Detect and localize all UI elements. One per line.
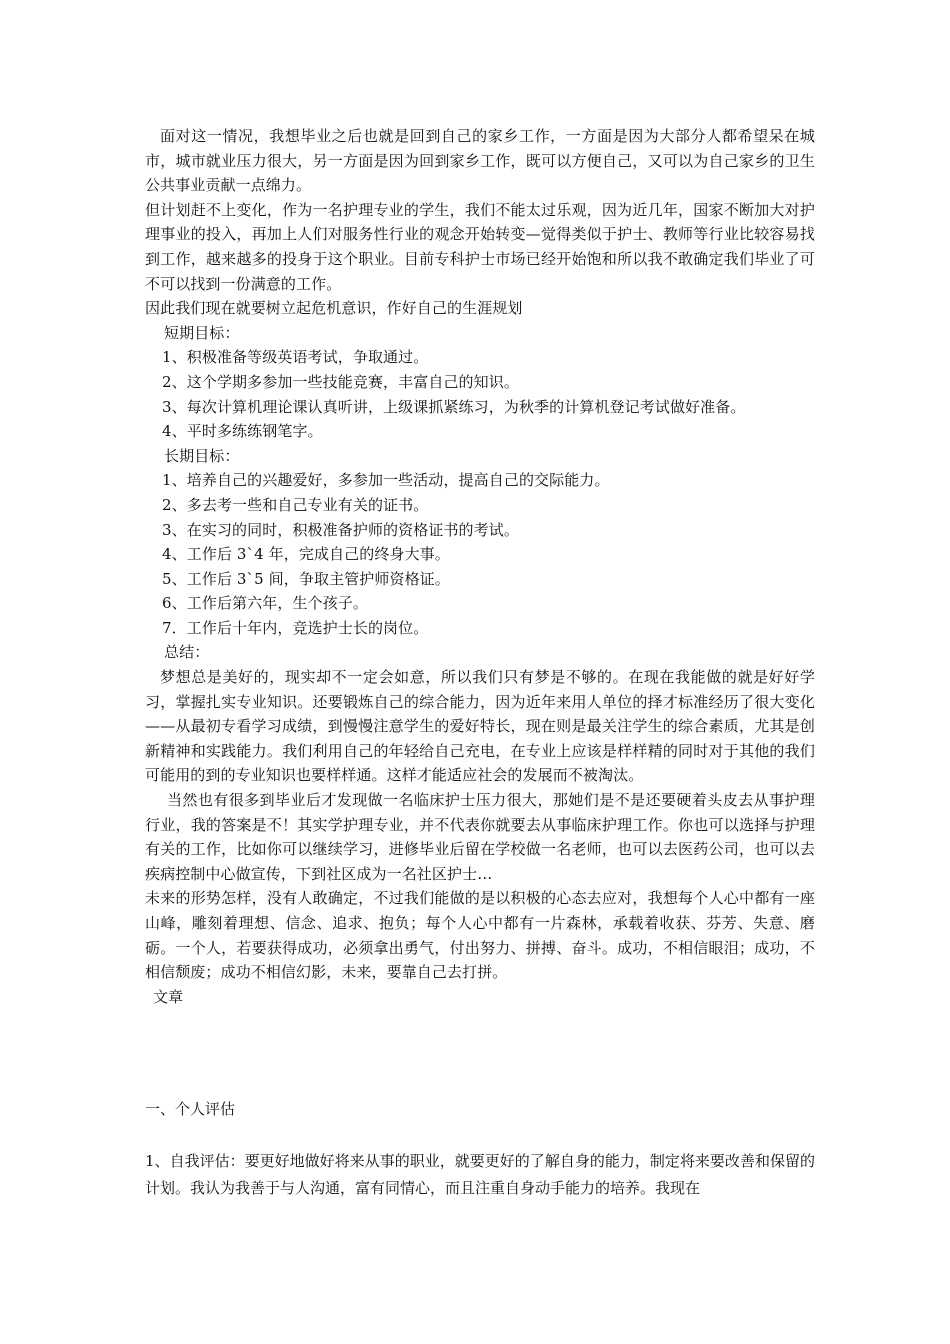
paragraph-change: 但计划赶不上变化，作为一名护理专业的学生，我们不能太过乐观，因为近几年，国家不断加大对护理事业的投入，再加上人们对服务性行业的观念开始转变—觉得类似于护士、教师等行业比较容易找到工作，越来越多的投身于这个职业。目前专科护士市场已经开始饱和所以我不敢确定我们毕业了可不可以找到一份满意的工作。 — [145, 200, 815, 293]
long-term-heading: 长期目标： — [164, 446, 240, 465]
document-content — [145, 124, 815, 1009]
long-term-item: 7．工作后十年内，竞选护士长的岗位。 — [162, 618, 429, 637]
summary-paragraph-clinical: 当然也有很多到毕业后才发现做一名临床护士压力很大，那她们是不是还要硬着头皮去从事护理行业，我的答案是不！其实学护理专业，并不代表你就要去从事临床护理工作。你也可以选择与护理有关的工作，比如你可以继续学习，进修毕业后留在学校做一名老师，也可以去医药公司，也可以去疾病控制中心做宣传，下到社区成为一名社区护士… — [145, 791, 815, 883]
summary-paragraph-future: 未来的形势怎样，没有人敢确定，不过我们能做的是以积极的心态去应对，我想每个人心中都有一座山峰，雕刻着理想、信念、追求、抱负；每个人心中都有一片森林，承载着收获、芬芳、失意、磨砺。一个人，若要获得成功，必须拿出勇气，付出努力、拼搏、奋斗。成功，不相信眼泪；成功，不相信颓废；成功不相信幻影，未来，要靠自己去打拼。 — [145, 889, 815, 982]
paragraph-intro: 面对这一情况，我想毕业之后也就是回到自己的家乡工作，一方面是因为大部分人都希望呆在城市，城市就业压力很大，另一方面是因为回到家乡工作，既可以方便自己，又可以为自己家乡的卫生公共事业贡献一点绵力。 — [145, 127, 815, 195]
long-term-item: 5、工作后 3`5 间，争取主管护师资格证。 — [162, 569, 450, 588]
summary-heading: 总结： — [164, 643, 210, 662]
long-term-item: 1、培养自己的兴趣爱好，多参加一些活动，提高自己的交际能力。 — [162, 471, 610, 490]
short-term-item: 1、积极准备等级英语考试，争取通过。 — [162, 348, 429, 367]
long-term-item: 4、工作后 3`4 年，完成自己的终身大事。 — [162, 545, 450, 564]
long-term-item: 3、在实习的同时，积极准备护师的资格证书的考试。 — [162, 520, 519, 539]
section-body-self-assessment: 1、自我评估：要更好地做好将来从事的职业，就要更好的了解自身的能力，制定将来要改善和保留的计划。我认为我善于与人沟通，富有同情心，而且注重自身动手能力的培养。我现在 — [145, 1152, 815, 1197]
paragraph-awareness: 因此我们现在就要树立起危机意识，作好自己的生涯规划 — [145, 299, 523, 318]
section-heading-personal-assessment: 一、个人评估 — [145, 1100, 236, 1118]
short-term-item: 3、每次计算机理论课认真听讲，上级课抓紧练习，为秋季的计算机登记考试做好准备。 — [162, 397, 746, 416]
article-signature: 文章 — [153, 987, 184, 1006]
summary-paragraph-dream: 梦想总是美好的，现实却不一定会如意，所以我们只有梦是不够的。在现在我能做的就是好好学习，掌握扎实专业知识。还要锻炼自己的综合能力，因为近年来用人单位的择才标准经历了很大变化——从最初专看学习成绩，到慢慢注意学生的爱好特长，现在则是最关注学生的综合素质，尤其是创新精神和实践能力。我们利用自己的年轻给自己充电，在专业上应该是样样精的同时对于其他的我们可能用的到的专业知识也要样样通。这样才能适应社会的发展而不被淘汰。 — [145, 668, 815, 785]
long-term-item: 6、工作后第六年，生个孩子。 — [162, 594, 368, 613]
short-term-item: 2、这个学期多参加一些技能竞赛，丰富自己的知识。 — [162, 372, 519, 391]
long-term-item: 2、多去考一些和自己专业有关的证书。 — [162, 495, 429, 514]
short-term-item: 4、平时多练练钢笔字。 — [162, 422, 323, 441]
short-term-heading: 短期目标： — [164, 323, 240, 342]
